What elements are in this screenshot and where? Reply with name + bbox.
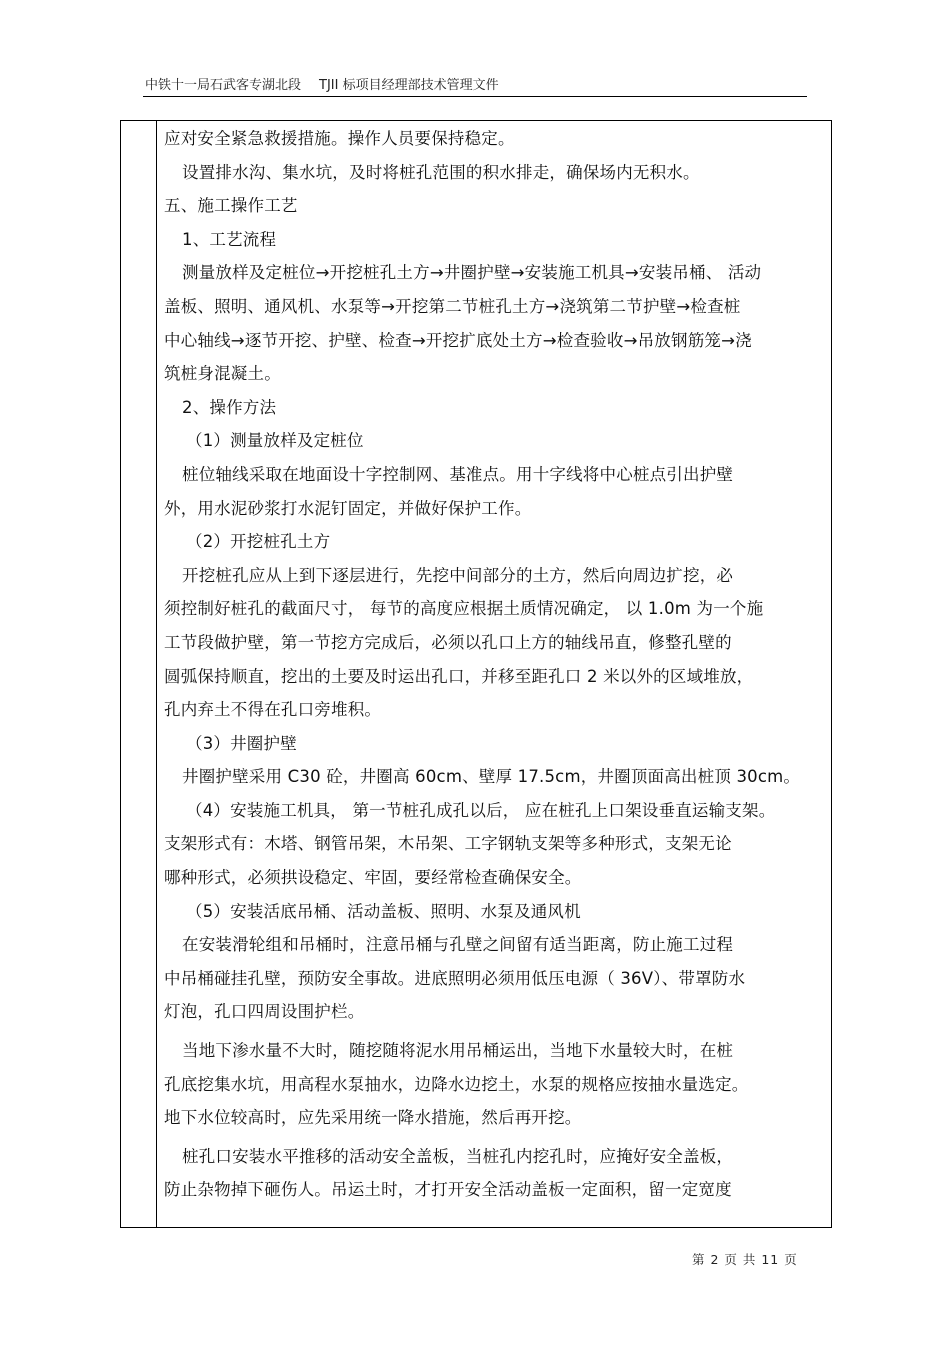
text-line: 当地下渗水量不大时，随挖随将泥水用吊桶运出，当地下水量较大时，在桩 xyxy=(182,1041,734,1061)
text-line: 桩位轴线采取在地面设十字控制网、基准点。用十字线将中心桩点引出护壁 xyxy=(182,464,734,484)
item-heading: （3）井圈护壁 xyxy=(186,733,297,753)
text-line: 灯泡，孔口四周设围护栏。 xyxy=(164,1002,365,1022)
page-header xyxy=(145,74,805,93)
text-line: 防止杂物掉下砸伤人。吊运土时，才打开安全活动盖板一定面积，留一定宽度 xyxy=(164,1180,732,1200)
text-line: 圆弧保持顺直，挖出的土要及时运出孔口，并移至距孔口 2 米以外的区域堆放， xyxy=(164,666,754,686)
text-line: 盖板、照明、通风机、水泵等→开挖第二节桩孔土方→浇筑第二节护壁→检查桩 xyxy=(164,296,741,316)
section-heading: 五、施工操作工艺 xyxy=(164,196,298,216)
table-bottom-border xyxy=(120,1227,832,1228)
page-number: 第 2 页 共 11 页 xyxy=(692,1252,798,1267)
text-line: 应对安全紧急救援措施。操作人员要保持稳定。 xyxy=(164,129,515,148)
subsection-heading: 1、工艺流程 xyxy=(182,229,277,249)
text-line: 哪种形式，必须拱设稳定、牢固，要经常检查确保安全。 xyxy=(164,868,582,888)
text-line: 外，用水泥砂浆打水泥钉固定，并做好保护工作。 xyxy=(164,498,532,518)
text-line: 须控制好桩孔的截面尺寸， 每节的高度应根据土质情况确定， 以 1.0m 为一个施 xyxy=(164,599,764,619)
text-line: 地下水位较高时，应先采用统一降水措施，然后再开挖。 xyxy=(164,1108,582,1128)
text-line: 设置排水沟、集水坑，及时将桩孔范围的积水排走，确保场内无积水。 xyxy=(182,162,700,182)
header-project: TJII 标项目经理部技术管理文件 xyxy=(319,78,499,93)
item-heading: （2）开挖桩孔土方 xyxy=(186,532,331,552)
item-heading: （1）测量放样及定桩位 xyxy=(186,431,364,451)
text-line: 支架形式有：木塔、钢管吊架，木吊架、工字钢轨支架等多种形式，支架无论 xyxy=(164,834,732,854)
text-line: 中心轴线→逐节开挖、护壁、检查→开挖扩底处土方→检查验收→吊放钢筋笼→浇 xyxy=(164,330,752,350)
text-line: 筑桩身混凝土。 xyxy=(164,364,281,384)
subsection-heading: 2、操作方法 xyxy=(182,397,277,417)
text-line: 中吊桶碰挂孔壁，预防安全事故。进底照明必须用低压电源（ 36V）、带罩防水 xyxy=(164,968,746,988)
text-line: 测量放样及定桩位→开挖桩孔土方→井圈护壁→安装施工机具→安装吊桶、 活动 xyxy=(182,263,762,283)
header-org: 中铁十一局石武客专湖北段 xyxy=(145,78,302,93)
table-column-divider xyxy=(156,120,157,1228)
text-line: 在安装滑轮组和吊桶时，注意吊桶与孔壁之间留有适当距离，防止施工过程 xyxy=(182,935,734,955)
item-heading: （4）安装施工机具， 第一节桩孔成孔以后， 应在桩孔上口架设垂直运输支架。 xyxy=(186,800,776,820)
text-line: 桩孔口安装水平推移的活动安全盖板，当桩孔内挖孔时，应掩好安全盖板， xyxy=(182,1146,734,1166)
text-line: 孔底挖集水坑，用高程水泵抽水，边降水边挖土，水泵的规格应按抽水量选定。 xyxy=(164,1074,749,1094)
text-line: 开挖桩孔应从上到下逐层进行，先挖中间部分的土方，然后向周边扩挖，必 xyxy=(182,565,734,585)
body-text xyxy=(164,122,824,1207)
text-line: 井圈护壁采用 C30 砼，井圈高 60cm、壁厚 17.5cm，井圈顶面高出桩顶 30cm。 xyxy=(182,767,801,787)
item-heading: （5）安装活底吊桶、活动盖板、照明、水泵及通风机 xyxy=(186,901,581,921)
text-line: 孔内弃土不得在孔口旁堆积。 xyxy=(164,700,382,720)
header-rule xyxy=(143,96,807,97)
text-line: 工节段做护壁，第一节挖方完成后，必须以孔口上方的轴线吊直，修整孔壁的 xyxy=(164,632,732,652)
